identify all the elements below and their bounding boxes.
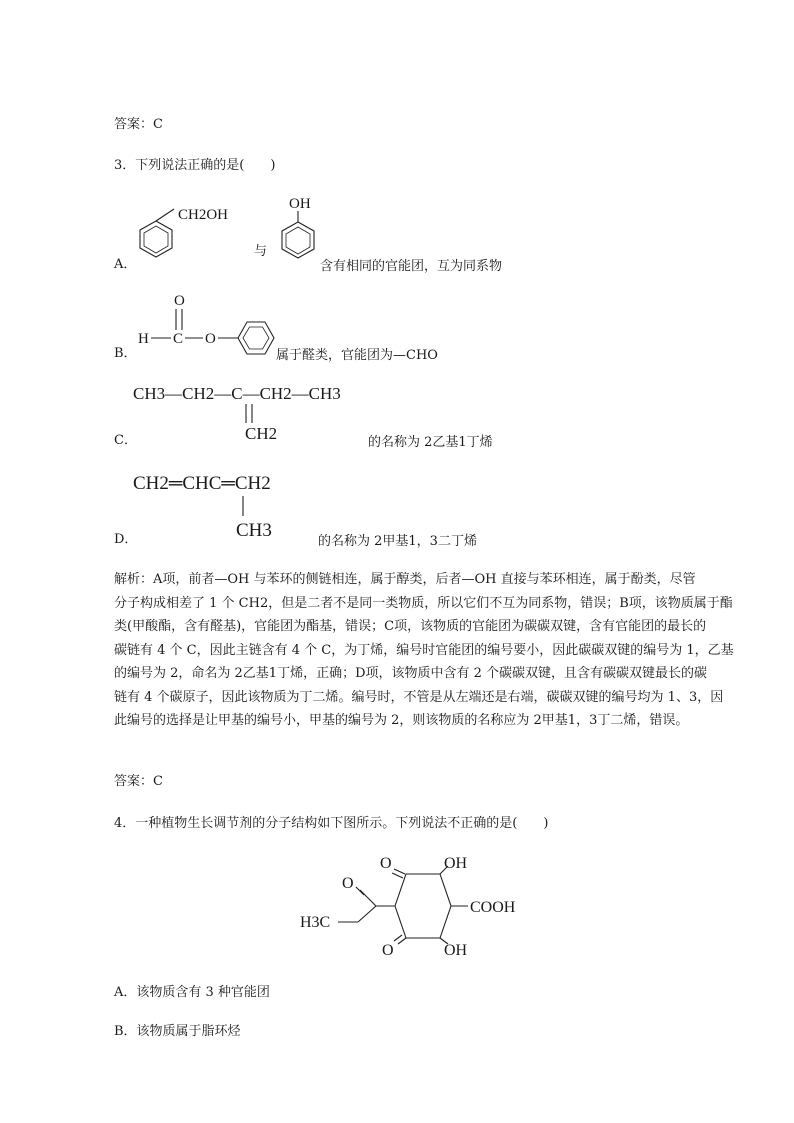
benzene-inner-ring <box>243 327 269 349</box>
analysis-line: 类(甲酸酯，含有醛基)，官能团为酯基，错误；C项，该物质的官能团为碳碳双键，含有官能团的最长的 <box>114 619 707 634</box>
h3c: H3C <box>300 914 331 931</box>
q3-option-d-text: 的名称为 2甲基1，3二丁烯 <box>318 534 477 549</box>
chain: CH3—CH2—C—CH2—CH3 <box>133 384 341 403</box>
analysis-line: 此编号的选择是让甲基的编号小，甲基的编号为 2，则该物质的名称应为 2甲基1，3丁二烯，错误。 <box>114 713 689 728</box>
atom-c: C <box>173 331 184 347</box>
q3-option-a-text: 含有相同的官能团，互为同系物 <box>320 259 503 274</box>
branch: CH2 <box>245 424 278 443</box>
cyclohexane-ring <box>395 874 451 938</box>
q3-option-a-phenol-structure <box>276 192 326 272</box>
analysis-line: 链有 4 个碳原子，因此该物质为丁二烯。编号时，不管是从左端还是右端，碳碳双键的编号均为 1、3，因 <box>114 689 724 705</box>
q3-option-a-benzyl-alcohol-structure <box>130 196 250 271</box>
oh-top: OH <box>444 855 468 872</box>
cooh: COOH <box>470 899 516 916</box>
analysis-line: 分子构成相差了 1 个 CH2，但是二者不是同一类物质，所以它们不互为同系物，错误；B项，该物质属于酯 <box>114 595 733 611</box>
q3-option-d-letter: D． <box>114 532 138 547</box>
branch: CH3 <box>236 520 272 541</box>
q3-option-d-structure <box>133 466 333 546</box>
mol1-label: CH2OH <box>178 207 229 223</box>
atom-h: H <box>138 331 149 347</box>
question-3-stem: 3．下列说法正确的是( ) <box>114 158 276 173</box>
analysis-line: 的编号为 2，命名为 2乙基1丁烯，正确；D项，该物质中含有 2 个碳碳双键，且含有碳碳双键最长的碳 <box>114 666 708 681</box>
q3-option-b-letter: B． <box>114 346 137 361</box>
o-bottom: O <box>382 942 394 959</box>
atom-o: O <box>205 331 216 347</box>
mol2-label: OH <box>289 196 311 212</box>
benzene-inner-ring <box>144 226 168 253</box>
q3-option-c-text: 的名称为 2乙基1丁烯 <box>368 435 493 450</box>
atom-o-top: O <box>174 293 185 309</box>
chain: CH2═CHC═CH2 <box>133 473 271 494</box>
benzene-inner-ring <box>286 227 310 254</box>
q4-option-b: B．该物质属于脂环烃 <box>114 1024 241 1039</box>
q3-option-a-connector: 与 <box>254 244 268 259</box>
analysis-line: 解析：A项，前者—OH 与苯环的侧链相连，属于醇类，后者—OH 直接与苯环相连，属于酚类，尽管 <box>114 572 696 587</box>
q3-option-c-structure <box>133 378 383 448</box>
answer-prev: 答案：C <box>114 117 163 132</box>
q4-molecule-structure <box>298 852 538 962</box>
answer-q3: 答案：C <box>114 774 163 789</box>
question-4-stem: 4．一种植物生长调节剂的分子结构如下图所示。下列说法不正确的是( ) <box>114 816 549 831</box>
oh-bottom: OH <box>444 942 468 959</box>
q3-option-b-text: 属于醛类，官能团为—CHO <box>276 348 438 363</box>
q3-option-a-letter: A． <box>114 257 137 272</box>
q3-option-c-letter: C． <box>114 433 137 448</box>
o-left: O <box>342 875 354 892</box>
analysis-line: 碳链有 4 个 C，因此主链含有 4 个 C，为丁烯，编号时官能团的编号要小，因此碳碳双键的编号为 1，乙基 <box>114 642 734 658</box>
o-top: O <box>380 855 392 872</box>
q3-analysis <box>114 568 734 733</box>
q4-option-a: A．该物质含有 3 种官能团 <box>114 985 270 1000</box>
q3-option-b-phenyl-formate-structure <box>136 290 286 360</box>
